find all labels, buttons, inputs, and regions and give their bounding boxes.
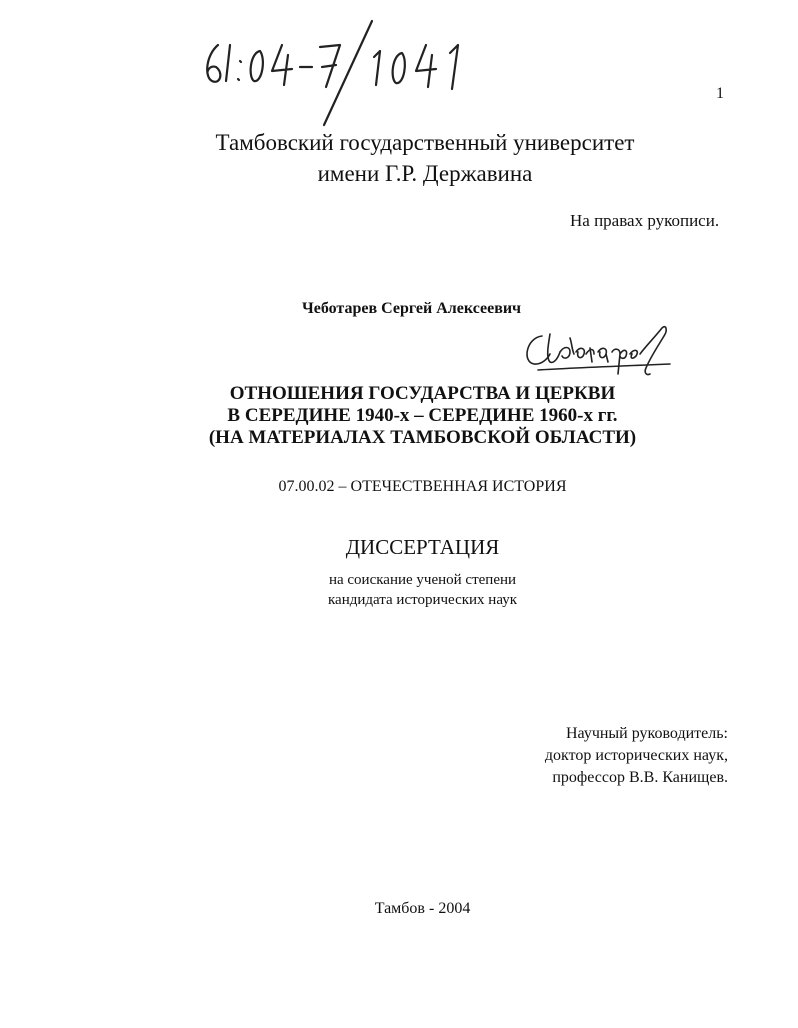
city-year: Тамбов - 2004 [374, 900, 471, 917]
advisor-line-3: профессор В.В. Канищев. [552, 769, 728, 786]
scientific-advisor [500, 723, 728, 789]
page-number: 1 [716, 85, 724, 102]
title-line-2: В СЕРЕДИНЕ 1940-х – СЕРЕДИНЕ 1960-х гг. [227, 405, 618, 426]
university-name: Тамбовский государственный университет [215, 130, 635, 155]
university-name-suffix: имени Г.Р. Державина [317, 161, 533, 186]
degree-purpose [0, 570, 798, 610]
author-signature [520, 318, 680, 378]
document-type: ДИССЕРТАЦИЯ [345, 535, 500, 559]
purpose-line-1: на соискание ученой степени [328, 572, 517, 588]
specialty-code: 07.00.02 – ОТЕЧЕСТВЕННАЯ ИСТОРИЯ [278, 478, 567, 495]
title-line-1: ОТНОШЕНИЯ ГОСУДАРСТВА И ЦЕРКВИ [229, 383, 616, 404]
advisor-line-1: Научный руководитель: [565, 725, 728, 742]
purpose-line-2: кандидата исторических наук [327, 592, 518, 608]
title-line-3: (НА МАТЕРИАЛАХ ТАМБОВСКОЙ ОБЛАСТИ) [208, 427, 637, 448]
manuscript-rights-note: На правах рукописи. [570, 211, 720, 230]
advisor-line-2: доктор исторических наук, [544, 747, 728, 764]
archive-mark-handwritten [196, 15, 486, 130]
dissertation-title [0, 383, 798, 449]
author-name: Чеботарев Сергей Алексеевич [302, 300, 522, 317]
